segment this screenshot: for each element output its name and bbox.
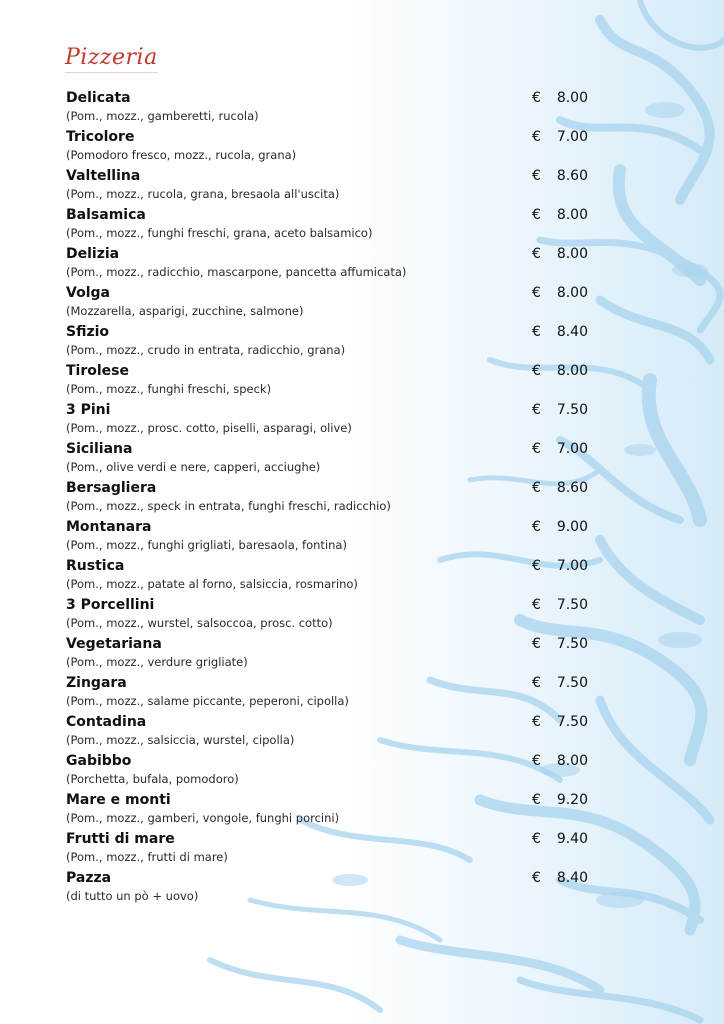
item-name: Valtellina: [66, 168, 141, 184]
menu-item: [66, 751, 596, 790]
currency-symbol: €: [532, 753, 541, 769]
price-amount: 8.60: [556, 168, 588, 184]
price-amount: 8.00: [556, 207, 588, 223]
menu-item: [66, 829, 596, 868]
item-description: (Pom., mozz., patate al forno, salsiccia, rosmarino): [66, 577, 358, 591]
menu-item: [66, 244, 596, 283]
price-amount: 7.50: [556, 636, 588, 652]
menu-item: [66, 673, 596, 712]
currency-symbol: €: [532, 870, 541, 886]
menu-item: [66, 790, 596, 829]
menu-item: [66, 478, 596, 517]
price-amount: 7.50: [556, 714, 588, 730]
price-amount: 9.40: [556, 831, 588, 847]
item-name: Siciliana: [66, 441, 133, 457]
item-description: (Pom., mozz., verdure grigliate): [66, 655, 248, 669]
item-name: Bersagliera: [66, 480, 157, 496]
menu-item: [66, 712, 596, 751]
price-amount: 7.00: [556, 441, 588, 457]
price-amount: 8.60: [556, 480, 588, 496]
currency-symbol: €: [532, 402, 541, 418]
menu-item: [66, 322, 596, 361]
item-description: (Pom., mozz., salame piccante, peperoni, cipolla): [66, 694, 349, 708]
item-description: (di tutto un pò + uovo): [66, 889, 199, 903]
currency-symbol: €: [532, 675, 541, 691]
currency-symbol: €: [532, 636, 541, 652]
item-name: Gabibbo: [66, 753, 132, 769]
item-name: Balsamica: [66, 207, 146, 223]
menu-item: [66, 634, 596, 673]
menu-item: [66, 283, 596, 322]
price-amount: 8.00: [556, 363, 588, 379]
currency-symbol: €: [532, 90, 541, 106]
item-name: Frutti di mare: [66, 831, 175, 847]
currency-symbol: €: [532, 792, 541, 808]
item-description: (Pom., mozz., gamberetti, rucola): [66, 109, 259, 123]
item-description: (Porchetta, bufala, pomodoro): [66, 772, 239, 786]
currency-symbol: €: [532, 246, 541, 262]
item-name: Rustica: [66, 558, 125, 574]
item-name: Volga: [66, 285, 110, 301]
currency-symbol: €: [532, 324, 541, 340]
item-description: (Mozzarella, asparigi, zucchine, salmone): [66, 304, 304, 318]
menu-item: [66, 556, 596, 595]
price-amount: 7.50: [556, 597, 588, 613]
menu-item: [66, 88, 596, 127]
item-name: Zingara: [66, 675, 127, 691]
item-name: Vegetariana: [66, 636, 162, 652]
currency-symbol: €: [532, 480, 541, 496]
currency-symbol: €: [532, 363, 541, 379]
menu-item: [66, 400, 596, 439]
price-amount: 8.40: [556, 324, 588, 340]
item-description: (Pom., mozz., crudo in entrata, radicchio, grana): [66, 343, 346, 357]
menu-item: [66, 205, 596, 244]
menu-item: [66, 166, 596, 205]
currency-symbol: €: [532, 441, 541, 457]
item-description: (Pom., olive verdi e nere, capperi, acciughe): [66, 460, 321, 474]
item-description: (Pom., mozz., funghi freschi, speck): [66, 382, 272, 396]
price-amount: 7.50: [556, 402, 588, 418]
currency-symbol: €: [532, 597, 541, 613]
item-description: (Pom., mozz., funghi grigliati, baresaola, fontina): [66, 538, 347, 552]
item-description: (Pom., mozz., radicchio, mascarpone, pancetta affumicata): [66, 265, 407, 279]
currency-symbol: €: [532, 207, 541, 223]
price-amount: 7.50: [556, 675, 588, 691]
price-amount: 7.00: [556, 558, 588, 574]
price-amount: 9.20: [556, 792, 588, 808]
item-name: Delicata: [66, 90, 131, 106]
currency-symbol: €: [532, 129, 541, 145]
currency-symbol: €: [532, 831, 541, 847]
item-description: (Pom., mozz., gamberi, vongole, funghi porcini): [66, 811, 340, 825]
item-name: Tirolese: [66, 363, 129, 379]
item-name: Tricolore: [66, 129, 135, 145]
item-description: (Pom., mozz., rucola, grana, bresaola all'uscita): [66, 187, 340, 201]
pizza-list: [66, 88, 596, 907]
item-name: Sfizio: [66, 324, 110, 340]
price-amount: 8.00: [556, 246, 588, 262]
item-description: (Pom., mozz., wurstel, salsoccoa, prosc. cotto): [66, 616, 333, 630]
currency-symbol: €: [532, 558, 541, 574]
menu-title: Pizzeria: [65, 44, 158, 73]
price-amount: 9.00: [556, 519, 588, 535]
currency-symbol: €: [532, 714, 541, 730]
currency-symbol: €: [532, 168, 541, 184]
menu-item: [66, 439, 596, 478]
price-amount: 8.00: [556, 753, 588, 769]
item-name: Montanara: [66, 519, 152, 535]
price-amount: 8.00: [556, 285, 588, 301]
menu-item: [66, 517, 596, 556]
currency-symbol: €: [532, 285, 541, 301]
menu-item: [66, 595, 596, 634]
price-amount: 8.40: [556, 870, 588, 886]
item-description: (Pom., mozz., salsiccia, wurstel, cipolla): [66, 733, 295, 747]
item-name: Delizia: [66, 246, 120, 262]
item-name: 3 Pini: [66, 402, 111, 418]
item-name: 3 Porcellini: [66, 597, 155, 613]
item-name: Mare e monti: [66, 792, 171, 808]
item-description: (Pom., mozz., funghi freschi, grana, aceto balsamico): [66, 226, 373, 240]
price-amount: 7.00: [556, 129, 588, 145]
item-description: (Pomodoro fresco, mozz., rucola, grana): [66, 148, 297, 162]
item-description: (Pom., mozz., prosc. cotto, piselli, asparagi, olive): [66, 421, 352, 435]
price-amount: 8.00: [556, 90, 588, 106]
item-description: (Pom., mozz., speck in entrata, funghi freschi, radicchio): [66, 499, 391, 513]
menu-item: [66, 127, 596, 166]
menu-item: [66, 868, 596, 907]
item-name: Pazza: [66, 870, 112, 886]
menu-item: [66, 361, 596, 400]
item-description: (Pom., mozz., frutti di mare): [66, 850, 228, 864]
currency-symbol: €: [532, 519, 541, 535]
item-name: Contadina: [66, 714, 147, 730]
